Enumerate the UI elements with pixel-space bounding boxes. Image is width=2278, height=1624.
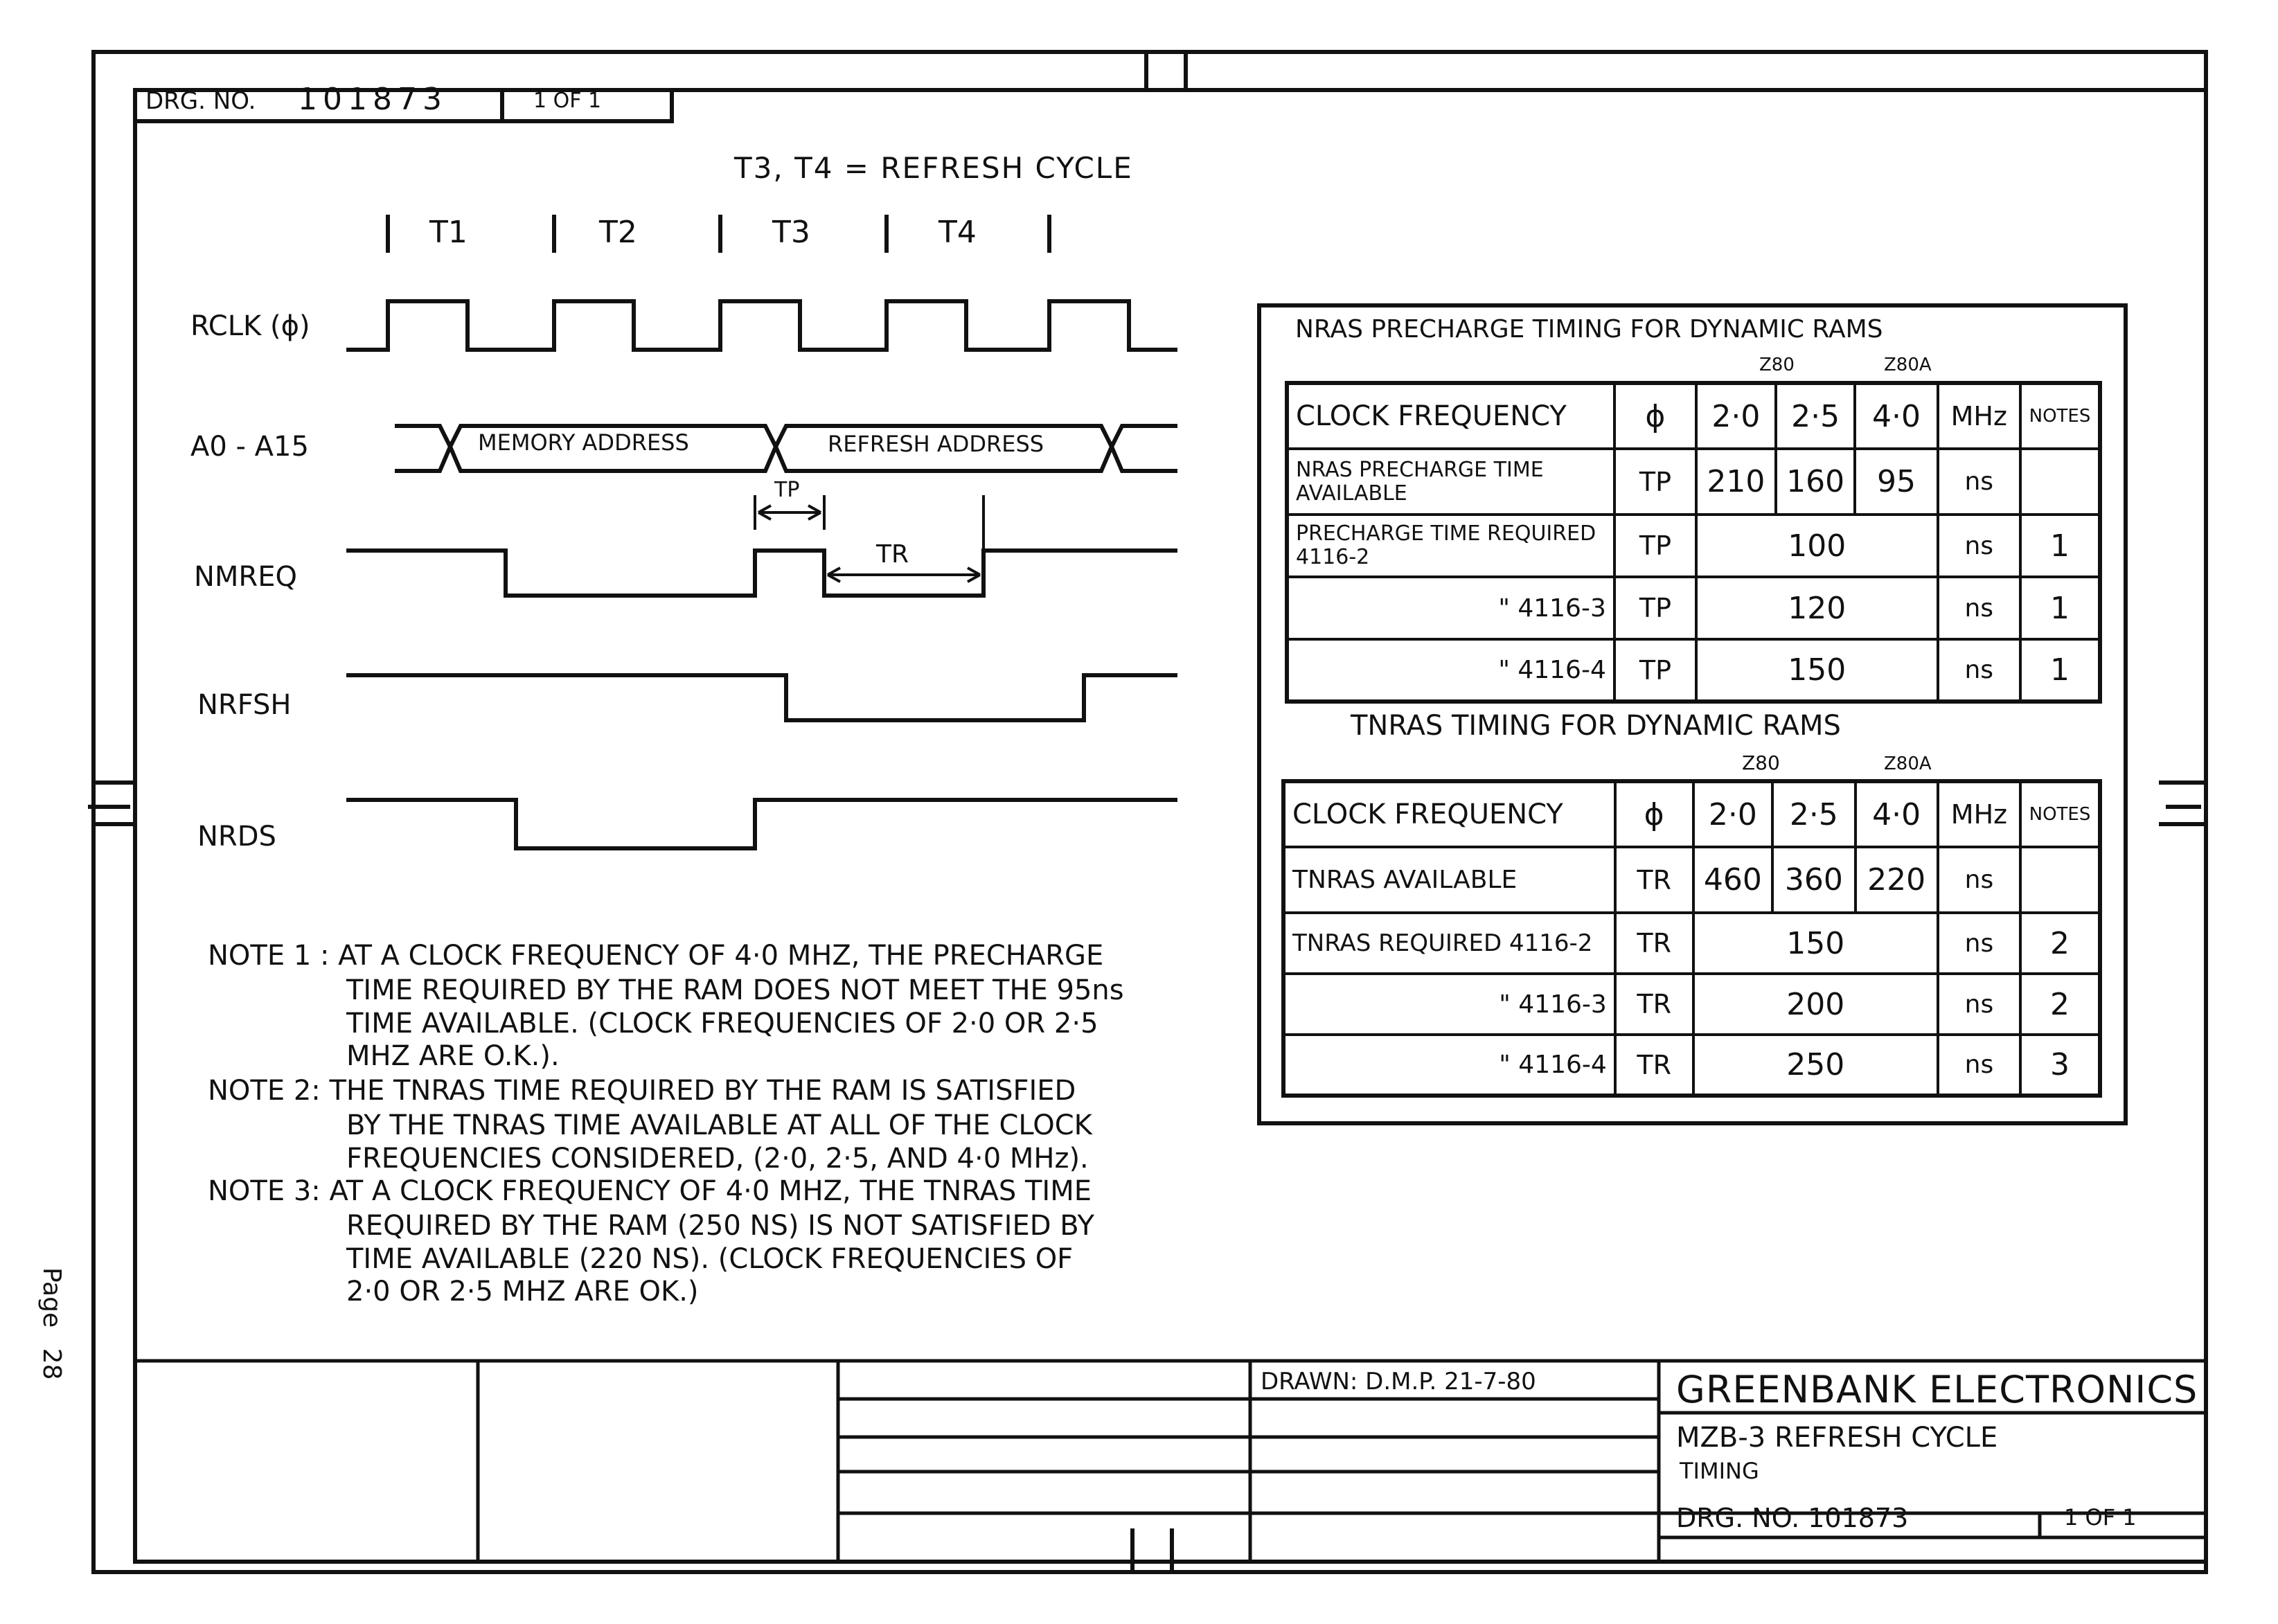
row-note: 1	[2020, 515, 2100, 577]
row-label: " 4116-3	[1283, 974, 1615, 1035]
row-label: " 4116-3	[1287, 577, 1614, 639]
page-label-text: Page	[37, 1267, 66, 1328]
note-1-line-2: TIME REQUIRED BY THE RAM DOES NOT MEET THE 95ns	[346, 974, 1124, 1006]
bus-label-refresh-address: REFRESH ADDRESS	[828, 431, 1044, 457]
precharge-group-z80: Z80	[1759, 355, 1795, 375]
note-1-line-1: NOTE 1 : AT A CLOCK FREQUENCY OF 4·0 MHZ, THE PRECHARGE	[208, 940, 1104, 972]
row-unit: ns	[1938, 639, 2020, 702]
tnras-group-z80: Z80	[1742, 751, 1780, 774]
center-mark-right	[2161, 783, 2203, 824]
row-label: TNRAS REQUIRED 4116-2	[1283, 913, 1615, 974]
nrfsh-waveform	[346, 675, 1177, 720]
tnras-table-title: TNRAS TIMING FOR DYNAMIC RAMS	[1351, 710, 1841, 742]
row-value-2-0: 460	[1693, 847, 1773, 913]
row-phi: TP	[1614, 515, 1696, 577]
title-block-drg-no: DRG. NO. 101873	[1676, 1503, 1909, 1533]
row-span-value: 150	[1696, 639, 1938, 702]
table-row	[1287, 515, 2100, 577]
tr-label: TR	[876, 540, 909, 569]
nrds-waveform	[346, 800, 1177, 848]
precharge-header-row	[1287, 383, 2100, 449]
center-mark-top	[1146, 52, 1186, 90]
row-label: TNRAS AVAILABLE	[1283, 847, 1615, 913]
row-phi: TR	[1615, 847, 1693, 913]
row-span-value: 250	[1693, 1035, 1938, 1096]
period-t4: T4	[938, 215, 977, 250]
header-2-0: 2·0	[1693, 781, 1773, 847]
row-label: NRAS PRECHARGE TIME AVAILABLE	[1287, 449, 1614, 515]
row-note: 1	[2020, 639, 2100, 702]
period-t1: T1	[429, 215, 468, 250]
signal-nrds: NRDS	[197, 821, 276, 853]
row-value-2-5: 160	[1776, 449, 1856, 515]
tnras-table	[1281, 779, 2102, 1098]
note-2-line-2: BY THE TNRAS TIME AVAILABLE AT ALL OF THE CLOCK	[346, 1109, 1092, 1141]
row-unit: ns	[1938, 913, 2020, 974]
row-note: 2	[2020, 913, 2100, 974]
row-label: " 4116-4	[1287, 639, 1614, 702]
row-value-4-0: 95	[1855, 449, 1937, 515]
header-2-0: 2·0	[1696, 383, 1776, 449]
note-1-line-3: TIME AVAILABLE. (CLOCK FREQUENCIES OF 2·0 OR 2·5	[346, 1008, 1098, 1039]
row-label: " 4116-4	[1283, 1035, 1615, 1096]
header-mhz: MHz	[1938, 781, 2020, 847]
header-4-0: 4·0	[1855, 383, 1937, 449]
note-3-line-1: NOTE 3: AT A CLOCK FREQUENCY OF 4·0 MHZ, THE TNRAS TIME	[208, 1175, 1092, 1207]
row-unit: ns	[1938, 449, 2020, 515]
title-block-company: GREENBANK ELECTRONICS	[1676, 1368, 2198, 1411]
note-3-line-2: REQUIRED BY THE RAM (250 NS) IS NOT SATISFIED BY	[346, 1210, 1094, 1242]
center-mark-left	[90, 783, 135, 824]
tnras-header-row	[1283, 781, 2100, 847]
row-phi: TR	[1615, 1035, 1693, 1096]
signal-nrfsh: NRFSH	[197, 689, 292, 721]
tr-dimension	[828, 495, 984, 582]
header-2-5: 2·5	[1776, 383, 1856, 449]
row-span-value: 150	[1693, 913, 1938, 974]
center-mark-bottom	[1132, 1531, 1172, 1572]
period-t2: T2	[599, 215, 637, 250]
period-t3: T3	[772, 215, 810, 250]
table-row	[1283, 974, 2100, 1035]
note-3-line-4: 2·0 OR 2·5 MHZ ARE OK.)	[346, 1276, 699, 1308]
row-span-value: 120	[1696, 577, 1938, 639]
precharge-group-z80a: Z80A	[1884, 355, 1932, 375]
table-row	[1287, 449, 2100, 515]
row-note: 2	[2020, 974, 2100, 1035]
drg-sheet-of: 1 OF 1	[533, 89, 602, 113]
rclk-waveform	[346, 301, 1177, 350]
header-notes: NOTES	[2020, 781, 2100, 847]
row-note	[2020, 449, 2100, 515]
row-value-2-5: 360	[1772, 847, 1855, 913]
bus-label-memory-address: MEMORY ADDRESS	[478, 429, 689, 456]
header-phi: ϕ	[1615, 781, 1693, 847]
row-phi: TR	[1615, 974, 1693, 1035]
drg-no-label: DRG. NO.	[145, 87, 256, 115]
page-number: 28	[37, 1348, 66, 1380]
row-unit: ns	[1938, 515, 2020, 577]
row-span-value: 100	[1696, 515, 1938, 577]
title-block-title-line-2: TIMING	[1680, 1458, 1759, 1484]
page-label	[37, 1267, 66, 1380]
tnras-group-z80a: Z80A	[1884, 753, 1932, 774]
tp-label: TP	[774, 478, 800, 502]
header-4-0: 4·0	[1856, 781, 1938, 847]
row-unit: ns	[1938, 577, 2020, 639]
header-clock-frequency: CLOCK FREQUENCY	[1287, 383, 1614, 449]
precharge-table	[1285, 381, 2102, 704]
row-value-2-0: 210	[1696, 449, 1776, 515]
row-note	[2020, 847, 2100, 913]
row-unit: ns	[1938, 974, 2020, 1035]
nmreq-waveform	[346, 551, 1177, 596]
table-row	[1287, 639, 2100, 702]
row-phi: TP	[1614, 639, 1696, 702]
note-3-line-3: TIME AVAILABLE (220 NS). (CLOCK FREQUENCIES OF	[346, 1243, 1074, 1275]
timing-title: T3, T4 = REFRESH CYCLE	[734, 151, 1133, 185]
row-unit: ns	[1938, 1035, 2020, 1096]
note-1-line-4: MHZ ARE O.K.).	[346, 1040, 560, 1072]
title-block-sheet-of: 1 OF 1	[2064, 1504, 2137, 1531]
header-phi: ϕ	[1614, 383, 1696, 449]
signal-address-bus: A0 - A15	[190, 431, 309, 463]
table-row	[1283, 1035, 2100, 1096]
table-row	[1287, 577, 2100, 639]
header-clock-frequency: CLOCK FREQUENCY	[1283, 781, 1615, 847]
row-unit: ns	[1938, 847, 2020, 913]
row-value-4-0: 220	[1856, 847, 1938, 913]
title-block-title-line-1: MZB-3 REFRESH CYCLE	[1676, 1422, 1998, 1454]
row-phi: TP	[1614, 577, 1696, 639]
signal-nmreq: NMREQ	[194, 561, 297, 593]
title-block-drawn: DRAWN: D.M.P. 21-7-80	[1261, 1368, 1536, 1395]
row-note: 1	[2020, 577, 2100, 639]
drg-no-value: 101873	[298, 82, 447, 117]
header-notes: NOTES	[2020, 383, 2100, 449]
header-mhz: MHz	[1938, 383, 2020, 449]
row-span-value: 200	[1693, 974, 1938, 1035]
row-note: 3	[2020, 1035, 2100, 1096]
precharge-table-title: NRAS PRECHARGE TIMING FOR DYNAMIC RAMS	[1295, 315, 1883, 343]
note-2-line-3: FREQUENCIES CONSIDERED, (2·0, 2·5, AND 4·0 MHz).	[346, 1143, 1089, 1175]
row-label: PRECHARGE TIME REQUIRED 4116-2	[1287, 515, 1614, 577]
table-row	[1283, 847, 2100, 913]
row-phi: TP	[1614, 449, 1696, 515]
note-2-line-1: NOTE 2: THE TNRAS TIME REQUIRED BY THE RAM IS SATISFIED	[208, 1075, 1076, 1107]
header-2-5: 2·5	[1772, 781, 1855, 847]
row-phi: TR	[1615, 913, 1693, 974]
signal-rclk: RCLK (ϕ)	[190, 310, 310, 342]
table-row	[1283, 913, 2100, 974]
